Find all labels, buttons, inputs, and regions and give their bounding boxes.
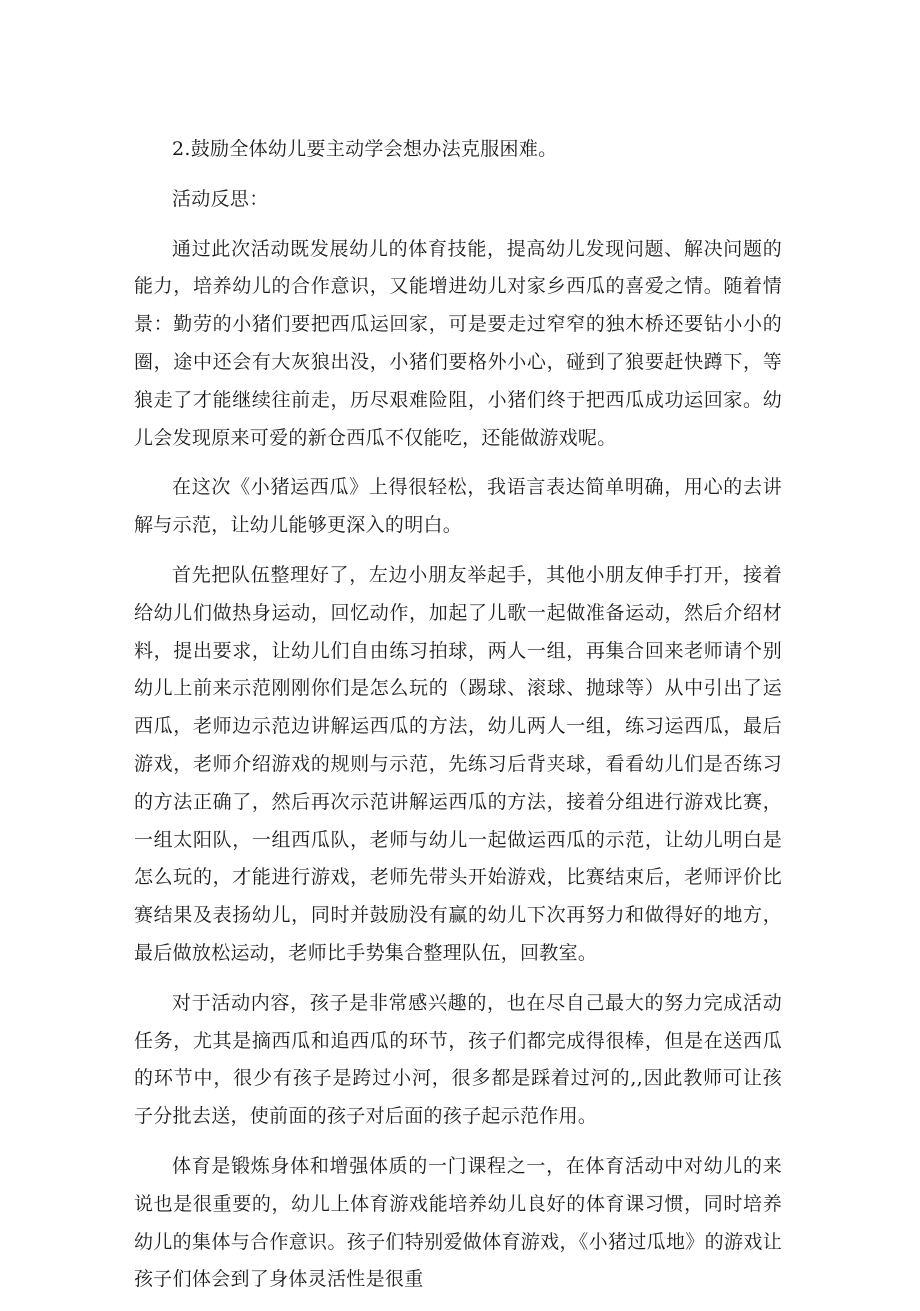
paragraph-pe-importance: 体育是锻炼身体和增强体质的一门课程之一，在体育活动中对幼儿的来说也是很重要的，幼儿上体育游戏能培养幼儿良好的体育课习惯，同时培养幼儿的集体与合作意识。孩子们特别爱做体育游戏，《小猪过瓜地》的游戏让孩子们体会到了身体灵活性是很重: [134, 1154, 782, 1291]
list-item-encourage: 2.鼓励全体幼儿要主动学会想办法克服困难。: [172, 138, 558, 160]
paragraph-lesson-process: 首先把队伍整理好了，左边小朋友举起手，其他小朋友伸手打开，接着给幼儿们做热身运动，回忆动作，加起了儿歌一起做准备运动，然后介绍材料，提出要求，让幼儿们自由练习拍球，两人一组，再集合回来老师请个别幼儿上前来示范刚刚你们是怎么玩的（踢球、滚球、抛球等）从中引出了运西瓜，老师边示范边讲解运西瓜的方法，幼儿两人一组，练习运西瓜，最后游戏，老师介绍游戏的规则与示范，先练习后背夹球，看看幼儿们是否练习的方法正确了，然后再次示范讲解运西瓜的方法，接着分组进行游戏比赛，一组太阳队，一组西瓜队，老师与幼儿一起做运西瓜的示范，让幼儿明白是怎么玩的，才能进行游戏，老师先带头开始游戏，比赛结束后，老师评价比赛结果及表扬幼儿，同时并鼓励没有赢的幼儿下次再努力和做得好的地方，最后做放松运动，老师比手势集合整理队伍，回教室。: [134, 563, 782, 964]
paragraph-lesson-ease: 在这次《小猪运西瓜》上得很轻松，我语言表达简单明确，用心的去讲解与示范，让幼儿能够更深入的明白。: [134, 476, 782, 537]
document-body: [134, 131, 782, 1311]
paragraph-children-interest: 对于活动内容，孩子是非常感兴趣的，也在尽自己最大的努力完成活动任务，尤其是摘西瓜和追西瓜的环节，孩子们都完成得很棒，但是在送西瓜的环节中，很少有孩子是跨过小河，很多都是踩着过河的,,因此教师可让孩子分批去送，使前面的孩子对后面的孩子起示范作用。: [134, 991, 782, 1128]
paragraph-activity-summary: 通过此次活动既发展幼儿的体育技能，提高幼儿发现问题、解决问题的能力，培养幼儿的合作意识，又能增进幼儿对家乡西瓜的喜爱之情。随着情景：勤劳的小猪们要把西瓜运回家，可是要走过窄窄的独木桥还要钻小小的圈，途中还会有大灰狼出没，小猪们要格外小心，碰到了狼要赶快蹲下，等狼走了才能继续往前走，历尽艰难险阻，小猪们终于把西瓜成功运回家。幼儿会发现原来可爱的新仓西瓜不仅能吃，还能做游戏呢。: [134, 237, 782, 449]
section-heading-reflection: 活动反思：: [172, 187, 269, 210]
